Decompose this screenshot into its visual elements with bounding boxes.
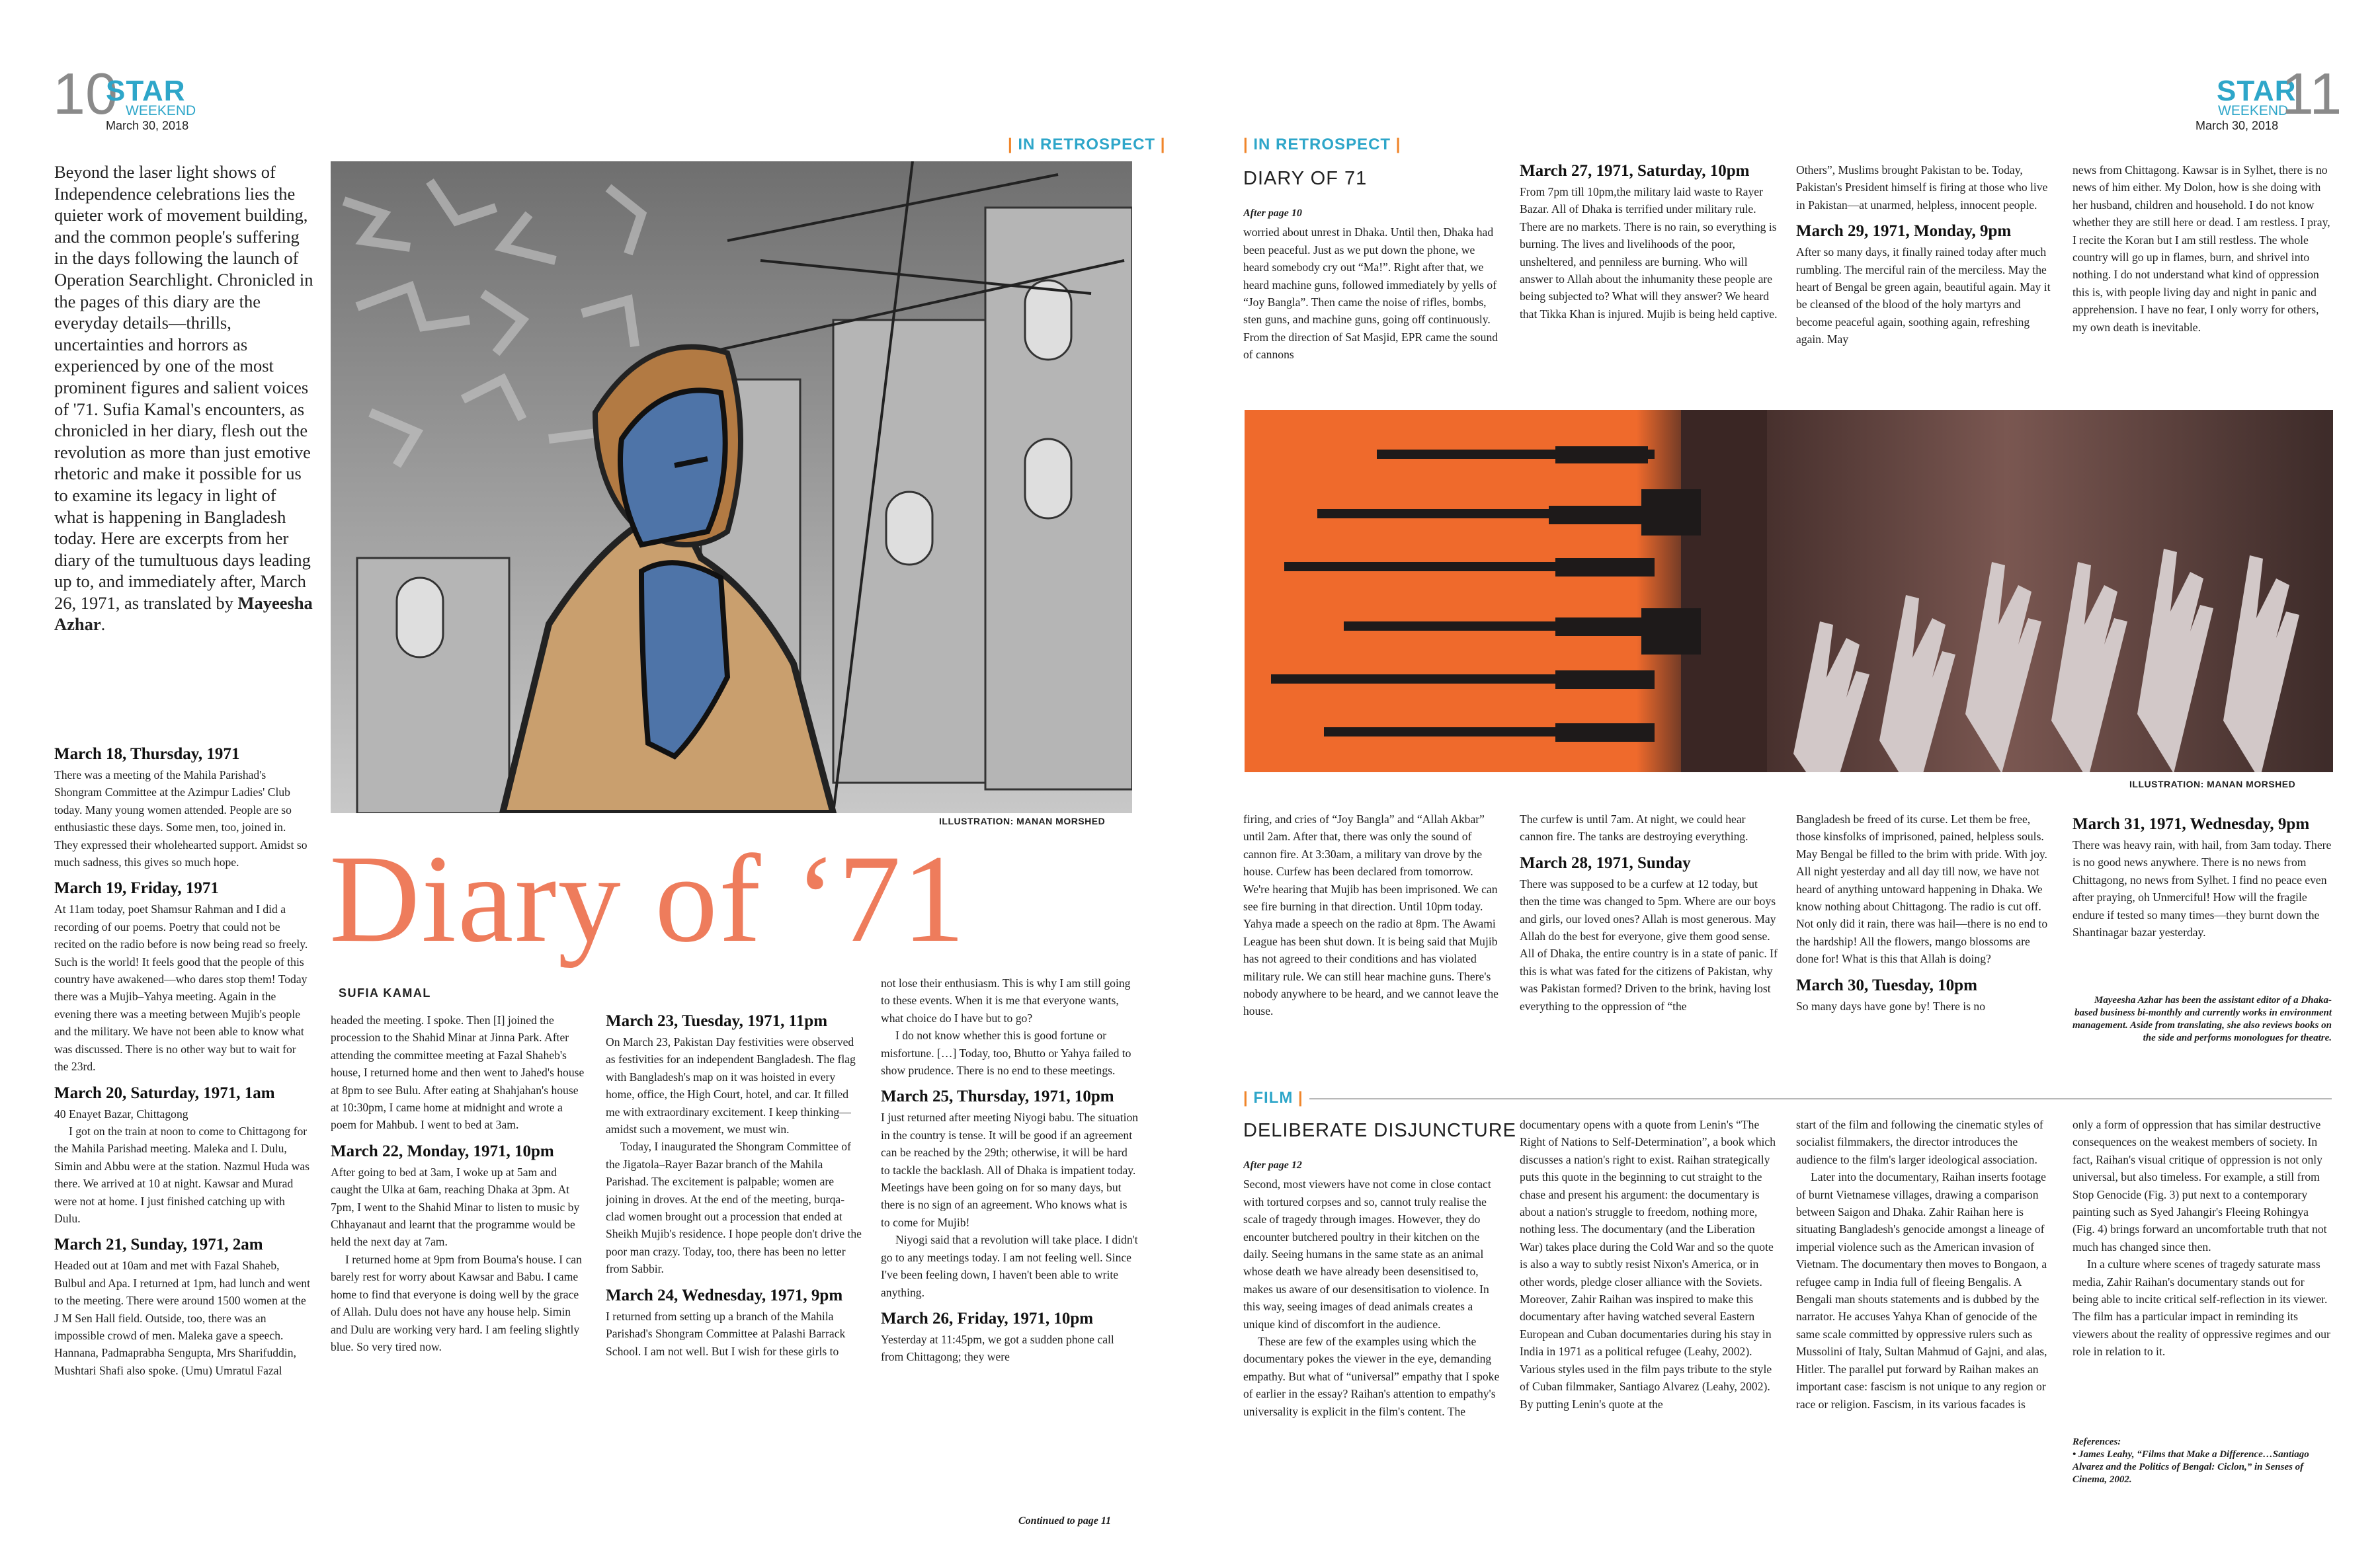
entry-heading: March 29, 1971, Monday, 9pm <box>1796 222 2012 241</box>
entry-text: not lose their enthusiasm. This is why I am still going to these events. When it is me that everyone wants, what choice do I have but to go? <box>881 976 1131 1025</box>
byline: SUFIA KAMAL <box>339 986 431 1000</box>
left-masthead-brand: STAR <box>106 75 186 107</box>
entry-text: Headed out at 10am and met with Fazal Shaheb, Bulbul and Apa. I returned at 1pm, had lunch and went to the meeting. There were around 1500 women at the J M Sen Hall field. Outside, too, there was an impossible crowd of men. Maleka gave a speech. Hannana, Padmaprabha Sengupta, Mrs Sharifuddin, Mushtari Shafi also spoke. (Umu) Umratul Fazal <box>54 1259 310 1377</box>
standfirst: Beyond the laser light shows of Independence celebrations lies the quieter work of movement building, and the common people's suffering in the days following the launch of Operation Searchlight. Chronicled in the pages of this diary are the everyday details—thrills, uncertainties and horrors as experienced by one of the most prominent figures and salient voices of '71. Sufia Kamal's encounters, as chronicled in her diary, flesh out the revolution as more than just emotive rhetoric and make it possible for us to examine its legacy in light of what is happening in Bangladesh today. Here are excerpts from her diary of the tumultuous days leading up to, and immediately after, March 26, 1971, as translated by Mayeesha Azhar. <box>54 162 313 635</box>
right-masthead-brand: STAR <box>2217 75 2297 107</box>
entry-text: The curfew is until 7am. At night, we could hear cannon fire. The tanks are destroying everything. <box>1520 813 1748 844</box>
film-text: start of the film and following the cinematic styles of socialist filmmakers, the director introduces the audience to the film's larger ideological association. <box>1796 1118 2043 1166</box>
entry-text: From 7pm till 10pm,the military laid waste to Rayer Bazar. All of Dhaka is terrified under military rule. There are no markets. There is no rain, so everything is burning. The lives and livelihoods of the poor, unsheltered, and penniless are burning. Who will answer to Allah about the inhumanity these people are being subjected to? What will they answer? We heard that Tikka Khan is injured. Mujib is being held captive. <box>1520 185 1778 321</box>
reference-item: • James Leahy, “Films that Make a Difference…Santiago Alvarez and the Politics of Bengal: Ciclon,” in Senses of Cinema, 2002. <box>2072 1449 2309 1485</box>
entry-text: headed the meeting. I spoke. Then [I] joined the procession to the Shahid Minar at Jinna Park. After attending the committee meeting at Fazal Shaheb's house, I returned home and then went to Jahed's house at 8pm to see Bulu. After eating at Shahjahan's house at 10:30pm, I came home at midnight and wrote a poem for Mahbub. I went to bed at 3am. <box>331 1014 585 1132</box>
right-masthead-sub: WEEKEND <box>2218 103 2289 118</box>
diary-column-1 <box>54 744 312 1538</box>
left-masthead-sub: WEEKEND <box>126 103 196 118</box>
right-illustration-credit: ILLUSTRATION: MANAN MORSHED <box>2129 779 2296 789</box>
references-title: References: <box>2072 1437 2121 1447</box>
right-masthead-date: March 30, 2018 <box>2195 119 2279 132</box>
diary-right-mid-col-1 <box>1243 811 1501 1062</box>
entry-text: I just returned after meeting Niyogi babu. The situation in the country is tense. It will be good if an agreement can be reached by the 29th; otherwise, it will be hard to tackle the backlash. All of Dhaka is impatient today. Meetings have been going on for so many days, but there is no sign of an agreement. Who knows what is to come for Mujib! <box>881 1111 1139 1229</box>
entry-text: Bangladesh be freed of its curse. Let them be free, those kinsfolks of imprisoned, pained, helpless souls. May Bengal be filled to the brim with pride. With joy. All night yesterday and all day till now, we have not heard of anything untoward happening in Dhaka. We know nothing about Chittagong. The radio is cut off. Not only did it rain, there was hail—there is no end to the hardship! All the flowers, mango blossoms are done for! What is this that Allah is doing? <box>1796 813 2048 966</box>
entry-text: I returned from setting up a branch of the Mahila Parishad's Shongram Committee at Palashi Barrack School. I am not well. But I wish for these girls to <box>606 1309 846 1358</box>
diary-right-mid-col-3 <box>1796 811 2054 1062</box>
entry-text: Yesterday at 11:45pm, we got a sudden phone call from Chittagong; they were <box>881 1332 1114 1364</box>
film-references <box>2072 1436 2332 1486</box>
after-page-note: After page 12 <box>1243 1160 1302 1171</box>
entry-text: I do not know whether this is good fortune or misfortune. […] Today, too, Bhutto or Yahya failed to show prudence. There is no end to these meetings. <box>881 1029 1131 1078</box>
entry-text: There was heavy rain, with hail, from 3am today. There is no good news anywhere. There is no news from Chittagong, no news from Sylhet. I find no peace even after praying, oh Unmerciful! How will the fragile endure if tested so many times—they burnt down the Shantinagar bazar yesterday. <box>2072 838 2332 939</box>
left-masthead-date: March 30, 2018 <box>106 119 189 132</box>
diary-right-col-1 <box>1243 205 1501 397</box>
illustration-rifles <box>1245 410 2333 772</box>
right-page-number: 11 <box>2281 61 2342 126</box>
left-section-tag: | IN RETROSPECT | <box>1008 136 1166 153</box>
diary-right-col-3 <box>1796 161 2054 399</box>
translator-note: Mayeesha Azhar has been the assistant editor of a Dhaka-based business bi-monthly and currently works in environment management. Aside from translating, she also reviews books on the side and performs monologues for theatre. <box>2072 995 2332 1043</box>
entry-heading: March 30, Tuesday, 10pm <box>1796 976 1977 994</box>
film-column-4 <box>2072 1116 2332 1433</box>
film-text: only a form of oppression that has similar destructive consequences on the weakest members of society. In fact, Raihan's visual critique of oppression is not only universal, but also timeless. For example, a still from Stop Genocide (Fig. 3) put next to a contemporary painting such as Syed Jahangir's Fleeing Rohingya (Fig. 4) brings forward an uncomfortable truth that not much has changed since then. <box>2072 1118 2327 1253</box>
entry-text: news from Chittagong. Kawsar is in Sylhet, there is no news of him either. My Dolon, how is she doing with her husband, children and household. I do not know whether they are still here or dead. I am restless. I pray, I recite the Koran but I am still restless. The whole country will go up in flames, burn, and shrivel into nothing. I do not understand what kind of oppression this is, with people living day and night in panic and apprehension. I have no fear, I only worry for others, my own death is inevitable. <box>2072 163 2330 334</box>
after-page-note: After page 10 <box>1243 208 1302 219</box>
diary-column-4 <box>881 974 1139 1510</box>
film-section-rule <box>1309 1098 2332 1099</box>
right-section-tag: | IN RETROSPECT | <box>1243 136 1401 153</box>
film-section-tag: | FILM | <box>1243 1088 1309 1108</box>
entry-heading: March 20, Saturday, 1971, 1am <box>54 1084 275 1102</box>
entry-text: Today, I inaugurated the Shongram Committee of the Jigatola–Rayer Bazar branch of the Mahila Parishad. The excitement is palpable; women are joining in droves. At the end of the meeting, burqa-clad women brought out a procession that ended at Sheikh Mujib's residence. I hope people don't drive the poor man crazy. Today, too, there has been no letter from Sabbir. <box>606 1140 862 1276</box>
translator-name: Mayeesha Azhar <box>54 592 313 635</box>
entry-heading: March 27, 1971, Saturday, 10pm <box>1520 162 1750 180</box>
entry-heading: March 26, Friday, 1971, 10pm <box>881 1309 1094 1328</box>
entry-text: I returned home at 9pm from Bouma's house. I can barely rest for worry about Kawsar and Babu. I came home to find that everyone is doing well by the grace of Allah. Dulu does not have any house help. Simin and Dulu are working very hard. I am feeling slightly blue. So very tired now. <box>331 1252 582 1353</box>
entry-text: There was supposed to be a curfew at 12 today, but then the time was changed to 5pm. Where are our boys and girls, our loved ones? Allah is most generous. May Allah do the best for everyone, give them good sense. All of Dhaka, the entire country is in a state of panic. If this is what was fated for the citizens of Pakistan, why was Pakistan formed? Driven to the brink, having lost everything to the oppression of “the <box>1520 877 1778 1013</box>
left-illustration-credit: ILLUSTRATION: MANAN MORSHED <box>939 816 1106 826</box>
entry-text: On March 23, Pakistan Day festivities were observed as festivities for an independent Bangladesh. The flag with Bangladesh's map on it was hoisted in every home, office, the High Court, hotel, and car. It filled me with extraordinary excitement. I keep thinking—amidst such a movement, we must win. <box>606 1035 856 1136</box>
film-text: These are few of the examples using which the documentary pokes the viewer in the eye, demanding empathy. But what of “universal” empathy that I spoke of earlier in the essay? Raihan's attention to empathy's universality is explicit in the film's content. The <box>1243 1335 1500 1418</box>
film-text: In a culture where scenes of tragedy saturate mass media, Zahir Raihan's documentary stands out for being able to incite critical self-reflection in its viewer. The film has a particular impact in reminding its viewers about the reality of oppressive regimes and our role in relation to it. <box>2072 1257 2330 1359</box>
entry-heading: March 23, Tuesday, 1971, 11pm <box>606 1012 828 1030</box>
entry-heading: March 19, Friday, 1971 <box>54 879 219 898</box>
diary-kicker: DIARY OF 71 <box>1243 168 1368 189</box>
film-kicker: DELIBERATE DISJUNCTURE <box>1243 1120 1517 1141</box>
film-text: documentary opens with a quote from Lenin's “The Right of Nations to Self-Determination”, a book which discusses a nation's right to exist. Raihan strategically puts this quote in the beginning to cut straight to the chase and present his argument: the documentary is about a nation's struggle to freedom, nothing more, nothing less. The documentary (and the Liberation War) takes place during the Cold War and so the quote is also a way to subtly resist Nixon's America, or in other words, pledge closer alliance with the Soviets. Moreover, Zahir Raihan was inspired to make this documentary after having watched several Eastern European and Cuban documentaries during his stay in India in 1971 as a political refugee (Leahy, 2002). Various styles used in the film pays tribute to the style of Cuban filmmaker, Santiago Alvarez (Leahy, 2002). By putting Lenin's quote at the <box>1520 1118 1776 1411</box>
diary-right-col-4 <box>2072 161 2332 399</box>
diary-right-mid-col-4 <box>2072 815 2332 993</box>
entry-text: After going to bed at 3am, I woke up at 5am and caught the Ulka at 6am, reaching Dhaka at 3pm. At 7pm, I went to the Shahid Minar to listen to music by Chhayanaut and learnt that the programme would be held the next day at 7am. <box>331 1165 580 1249</box>
entry-text: There was a meeting of the Mahila Parishad's Shongram Committee at the Azimpur Ladies' Club today. Many young women attended. People are so enthusiastic these days. Some men, too, joined in. They expressed their wholehearted support. Amidst so much sadness, this gives so much hope. <box>54 768 308 869</box>
diary-right-mid-col-2 <box>1520 811 1778 1062</box>
illustration-woman-street <box>331 161 1132 813</box>
film-column-3 <box>1796 1116 2054 1526</box>
entry-heading: March 24, Wednesday, 1971, 9pm <box>606 1286 843 1304</box>
film-text: Later into the documentary, Raihan inserts footage of burnt Vietnamese villages, drawing a comparison between Saigon and Dhaka. Zahir Raihan here is situating Bangladesh's genocide amongst a lineage of imperial violence such as the American invasion of Vietnam. The documentary then moves to Bongaon, a refugee camp in India full of fleeing Bengalis. A Bengali man shouts statements and is dubbed by the narrator. He accuses Yahya Khan of genocide of the same scale committed by oppressive rulers such as Mussolini of Italy, Sultan Mahmud of Gajni, and alas, Hitler. The parallel put forward by Raihan makes an important case: fascism is not unique to any region or race or religion. Fascism, in its various facades is <box>1796 1170 2047 1411</box>
entry-heading: March 18, Thursday, 1971 <box>54 745 240 763</box>
entry-text: So many days have gone by! There is no <box>1796 999 1986 1013</box>
entry-heading: March 21, Sunday, 1971, 2am <box>54 1236 263 1254</box>
film-column-1 <box>1243 1157 1501 1527</box>
diary-column-2 <box>331 1012 587 1534</box>
left-page-number: 10 <box>53 61 118 126</box>
entry-text: 40 Enayet Bazar, Chittagong <box>54 1107 188 1121</box>
entry-text: Others”, Muslims brought Pakistan to be. Today, Pakistan's President himself is firing at those who live in Pakistan—at unarmed, helpless, innocent people. <box>1796 163 2048 212</box>
entry-text: worried about unrest in Dhaka. Until then, Dhaka had been peaceful. Just as we put down the phone, we heard somebody cry out “Ma!”. Right after that, we heard machine guns, followed immediately by yells of “Joy Bangla”. Then came the noise of rifles, bombs, sten guns, and machine guns, going off continuously. From the direction of Sat Masjid, EPR came the sound of cannons <box>1243 225 1498 362</box>
entry-heading: March 28, 1971, Sunday <box>1520 854 1691 872</box>
headline: Diary of ‘71 <box>329 830 967 969</box>
entry-text: firing, and cries of “Joy Bangla” and “Allah Akbar” until 2am. After that, there was only the sound of cannon fire. At 3:30am, a military van drove by the house. Curfew has been declared from tomorrow. We're hearing that Mujib has been imprisoned. We can see fire burning in that direction. Until 10pm today. Yahya made a speech on the radio at 8pm. The Awami League has been shut down. It is being said that Mujib has not agreed to their conditions and has violated military rule. We can still hear machine guns. There's nobody anywhere to be heard, and we cannot leave the house. <box>1243 813 1498 1018</box>
entry-heading: March 31, 1971, Wednesday, 9pm <box>2072 815 2310 833</box>
film-column-2 <box>1520 1116 1778 1526</box>
entry-text: At 11am today, poet Shamsur Rahman and I did a recording of our poems. Poetry that could not be recited on the radio before is now being read so freely. Such is the world! It feels good that the people of this country have awakened—who dares stop them! Today there was a Mujib–Yahya meeting. Again in the evening there was a meeting between Mujib's people and the military. We have not been able to know what was discussed. There is no other way but to wait for the 23rd. <box>54 902 308 1074</box>
diary-right-col-2 <box>1520 161 1778 399</box>
entry-heading: March 22, Monday, 1971, 10pm <box>331 1142 554 1160</box>
film-text: Second, most viewers have not come in close contact with tortured corpses and so, cannot truly realise the scale of tragedy through images. However, they do encounter butchered poultry in their kitchen on the daily. Seeing humans in the same state as an animal whose death we have already been desensitised to, makes us aware of our desensitisation to violence. In this way, seeing images of dead animals creates a unique kind of discomfort in the audience. <box>1243 1177 1491 1331</box>
entry-text: Niyogi said that a revolution will take place. I didn't go to any meetings today. I am not feeling well. Since I've been feeling down, I haven't been able to write anything. <box>881 1233 1138 1299</box>
entry-text: After so many days, it finally rained today after much rumbling. The merciful rain of the merciless. May the heart of Bengal be green again, beautiful again. May it be cleansed of the blood of the holy martyrs and become peaceful again, soothing again, refreshing again. May <box>1796 245 2051 346</box>
diary-column-3 <box>606 1012 862 1534</box>
entry-heading: March 25, Thursday, 1971, 10pm <box>881 1088 1114 1106</box>
continued-to-page-11[interactable]: Continued to page 11 <box>1018 1515 1112 1527</box>
entry-text: I got on the train at noon to come to Chittagong for the Mahila Parishad meeting. Maleka and I. Dulu, Simin and Abbu were at the station. Nazmul Huda was there. We arrived at 10 at night. Kawsar and Murad were not at home. I just finished catching up with Dulu. <box>54 1124 310 1225</box>
